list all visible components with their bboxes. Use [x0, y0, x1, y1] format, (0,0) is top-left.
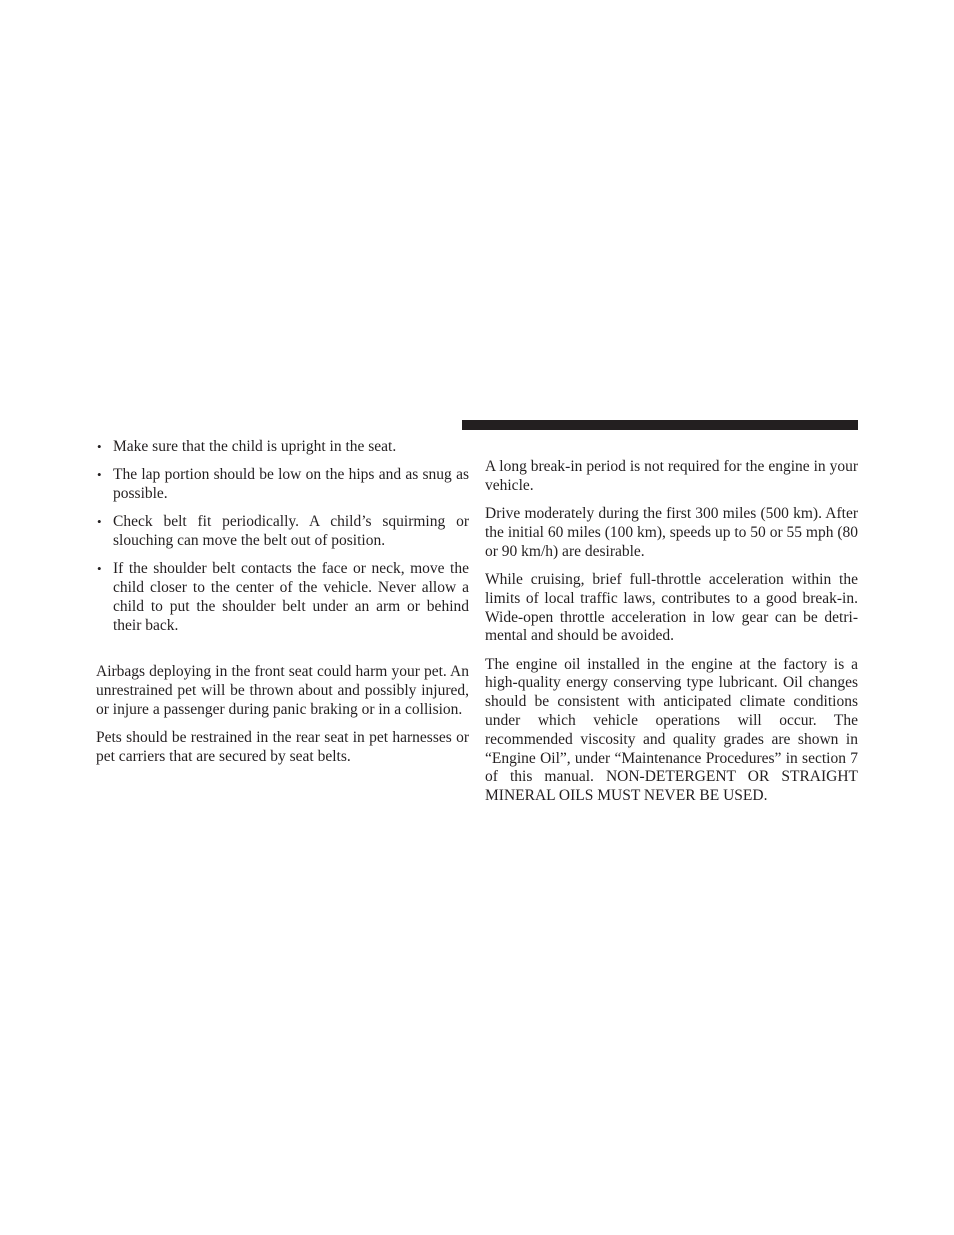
list-item: • Check belt fit periodically. A child’s squirming or slouching can move the belt out of position.	[96, 513, 469, 551]
list-item: • The lap portion should be low on the hips and as snug as possible.	[96, 466, 469, 504]
break-in-paragraph-drive-moderately: Drive moderately during the first 300 miles (500 km). After the initial 60 miles (100 km), speeds up to 50 or 55 mph (80 or 90 km/h) are desirable.	[485, 505, 858, 560]
right-column	[485, 458, 858, 816]
break-in-paragraph-engine-oil: The engine oil installed in the engine at the factory is a high-quality energy conserving type lubricant. Oil changes should be consistent with anticipated climate conditions under which vehicle operations will occur. The recommended viscosity and quality grades are shown in “Engine Oil”, under “Maintenance Procedures” in section 7 of this manual. NON-DETERGENT OR STRAIGHT MINERAL OILS MUST NEVER BE USED.	[485, 655, 858, 805]
pets-paragraph-airbags: Airbags deploying in the front seat could harm your pet. An unrestrained pet will be thrown about and possibly injured, or injure a passenger during panic braking or in a collision.	[96, 663, 469, 718]
section-gap	[96, 645, 469, 663]
break-in-paragraph-cruising: While cruising, brief full-throttle acceleration within the limits of local traffic laws, contributes to a good break-in. Wide-open throttle acceleration in low gear can be detri-mental and should be avoided.	[485, 570, 858, 645]
pets-paragraph-restraint: Pets should be restrained in the rear seat in pet harnesses or pet carriers that are secured by seat belts.	[96, 729, 469, 765]
left-column	[96, 438, 469, 776]
child-seat-belt-tips-list	[96, 438, 469, 636]
list-item: • If the shoulder belt contacts the face or neck, move the child closer to the center of the vehicle. Never allow a child to put the shoulder belt under an arm or behind their back.	[96, 560, 469, 635]
list-item: • Make sure that the child is upright in the seat.	[96, 438, 469, 457]
break-in-paragraph-intro: A long break-in period is not required for the engine in your vehicle.	[485, 458, 858, 494]
section-header-bar	[462, 420, 858, 430]
